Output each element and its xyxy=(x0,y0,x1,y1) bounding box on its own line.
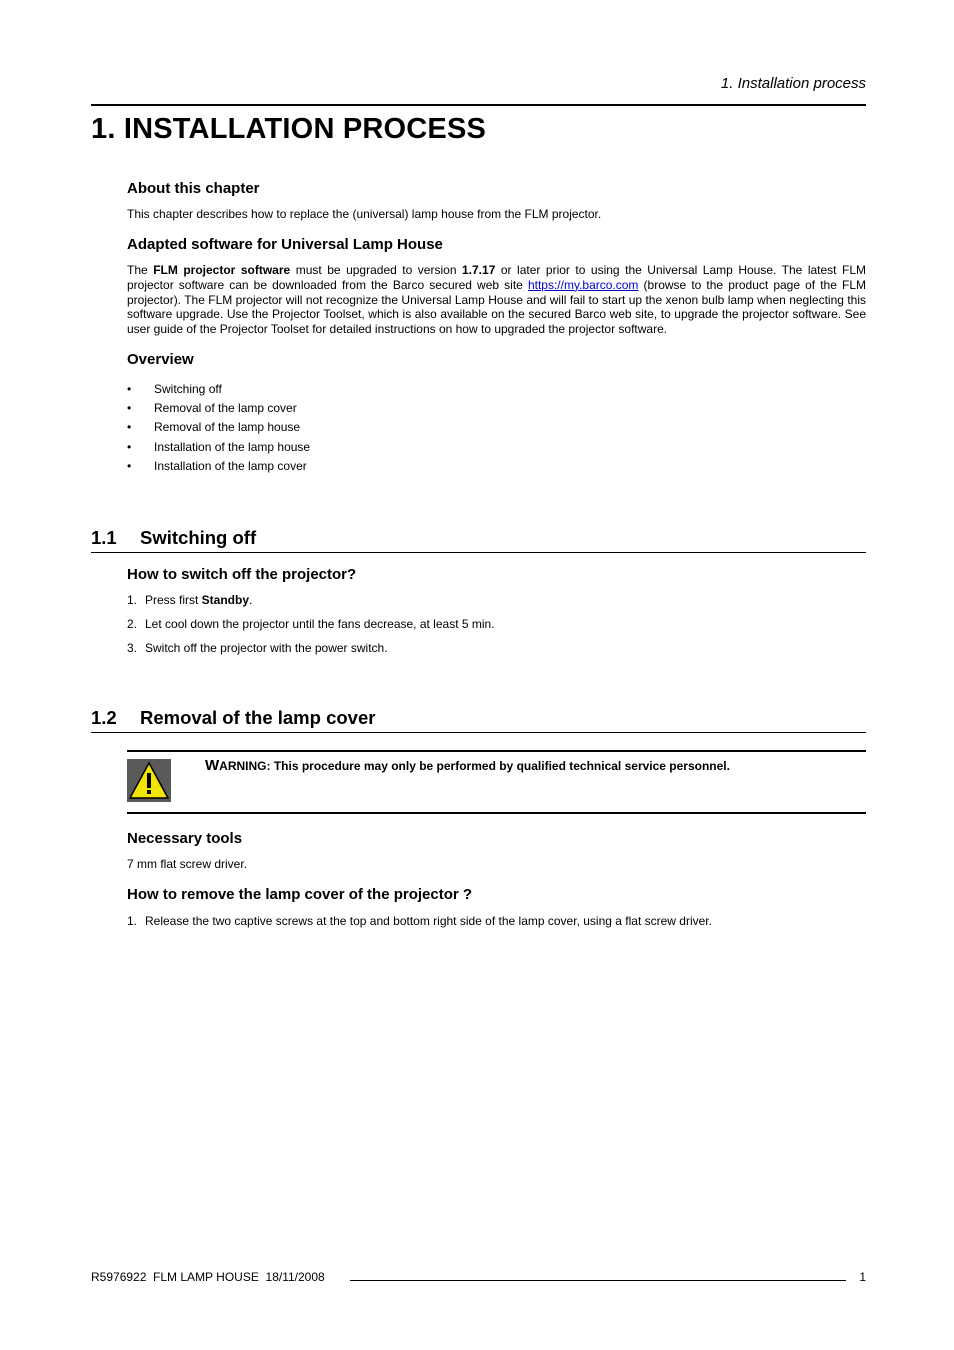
list-item xyxy=(127,380,310,399)
software-text-1: The xyxy=(127,263,154,277)
warning-rule-bottom xyxy=(127,812,866,814)
section-label: Removal of the lamp cover xyxy=(140,707,376,728)
warning-label: ARNING: xyxy=(219,759,271,773)
step-text: Press first xyxy=(145,593,202,607)
bullet-glyph: • xyxy=(127,420,132,435)
section-rule xyxy=(91,732,866,733)
list-item xyxy=(127,438,310,457)
remove-cover-steps xyxy=(127,913,712,937)
software-text-4: (browse to the product page of the FLM projector). The FLM projector will not recognize the Universal Lamp House and will fail to start up the xenon bulb lamp when neglecting this software upgrade. Use the Projector Toolset, which is also available on the secured Barco web site, to upgrade the projector software. See user guide of the Projector Toolset for detailed instructions on how to upgraded the projector software. xyxy=(127,277,867,337)
about-heading: About this chapter xyxy=(127,180,260,197)
software-text-3: or later prior to using the Universal Lamp House. The latest FLM projector software can be downloaded from the Barco secured web site xyxy=(127,263,867,292)
list-item xyxy=(127,592,495,616)
section-1-2-title xyxy=(91,707,375,729)
list-item xyxy=(127,616,495,640)
list-item xyxy=(127,399,310,418)
software-name: FLM projector software xyxy=(153,263,291,277)
list-item-label: Switching off xyxy=(154,382,222,396)
footer-doc-info: R5976922 FLM LAMP HOUSE 18/11/2008 xyxy=(91,1270,325,1284)
warning-triangle-icon xyxy=(127,759,171,802)
barco-link[interactable]: https://my.barco.com xyxy=(527,277,639,292)
warning-label-initial: W xyxy=(205,757,220,774)
about-text: This chapter describes how to replace the (universal) lamp house from the FLM projector. xyxy=(127,207,602,221)
step-text: Let cool down the projector until the fans decrease, at least 5 min. xyxy=(145,617,495,631)
software-version: 1.7.17 xyxy=(462,263,496,277)
section-rule xyxy=(91,552,866,553)
warning-message: This procedure may only be performed by qualified technical service personnel. xyxy=(273,759,730,773)
overview-heading: Overview xyxy=(127,351,194,368)
list-item-label: Removal of the lamp house xyxy=(154,420,301,435)
step-number: 3. xyxy=(127,641,138,655)
remove-cover-heading: How to remove the lamp cover of the projector ? xyxy=(127,886,473,903)
list-item xyxy=(127,457,310,476)
warning-rule-top xyxy=(127,750,866,752)
step-text-end: . xyxy=(249,593,253,607)
list-item xyxy=(127,640,495,664)
warning-text xyxy=(205,757,730,774)
list-item-label: Removal of the lamp cover xyxy=(154,401,297,416)
step-number: 1. xyxy=(127,914,138,928)
bullet-glyph: • xyxy=(127,439,132,454)
software-heading: Adapted software for Universal Lamp House xyxy=(127,236,443,253)
switch-off-steps xyxy=(127,592,495,664)
step-text: Switch off the projector with the power switch. xyxy=(145,641,388,655)
step-number: 2. xyxy=(127,617,138,631)
chapter-title: 1. INSTALLATION PROCESS xyxy=(91,113,487,145)
section-1-1-title xyxy=(91,527,256,549)
bullet-glyph: • xyxy=(127,401,132,416)
overview-list xyxy=(127,380,310,476)
section-number: 1.1 xyxy=(91,527,117,548)
section-label: Switching off xyxy=(140,527,257,548)
tools-heading: Necessary tools xyxy=(127,830,243,847)
section-number: 1.2 xyxy=(91,707,117,728)
step-text: Release the two captive screws at the top and bottom right side of the lamp cover, using a flat screw driver. xyxy=(145,914,712,928)
step-bold: Standby xyxy=(201,593,250,607)
software-text xyxy=(127,263,866,337)
list-item xyxy=(127,418,310,437)
bullet-glyph: • xyxy=(127,458,132,473)
page-number: 1 xyxy=(859,1270,866,1284)
running-header: 1. Installation process xyxy=(720,75,866,92)
header-rule xyxy=(91,104,866,106)
bullet-glyph: • xyxy=(127,382,132,396)
list-item-label: Installation of the lamp cover xyxy=(154,458,307,473)
step-number: 1. xyxy=(127,593,138,607)
switch-off-heading: How to switch off the projector? xyxy=(127,566,357,583)
software-text-2: must be upgraded to version xyxy=(290,263,462,277)
footer-rule xyxy=(350,1280,846,1281)
list-item-label: Installation of the lamp house xyxy=(154,439,311,454)
list-item xyxy=(127,913,712,937)
tools-text: 7 mm flat screw driver. xyxy=(127,857,248,871)
